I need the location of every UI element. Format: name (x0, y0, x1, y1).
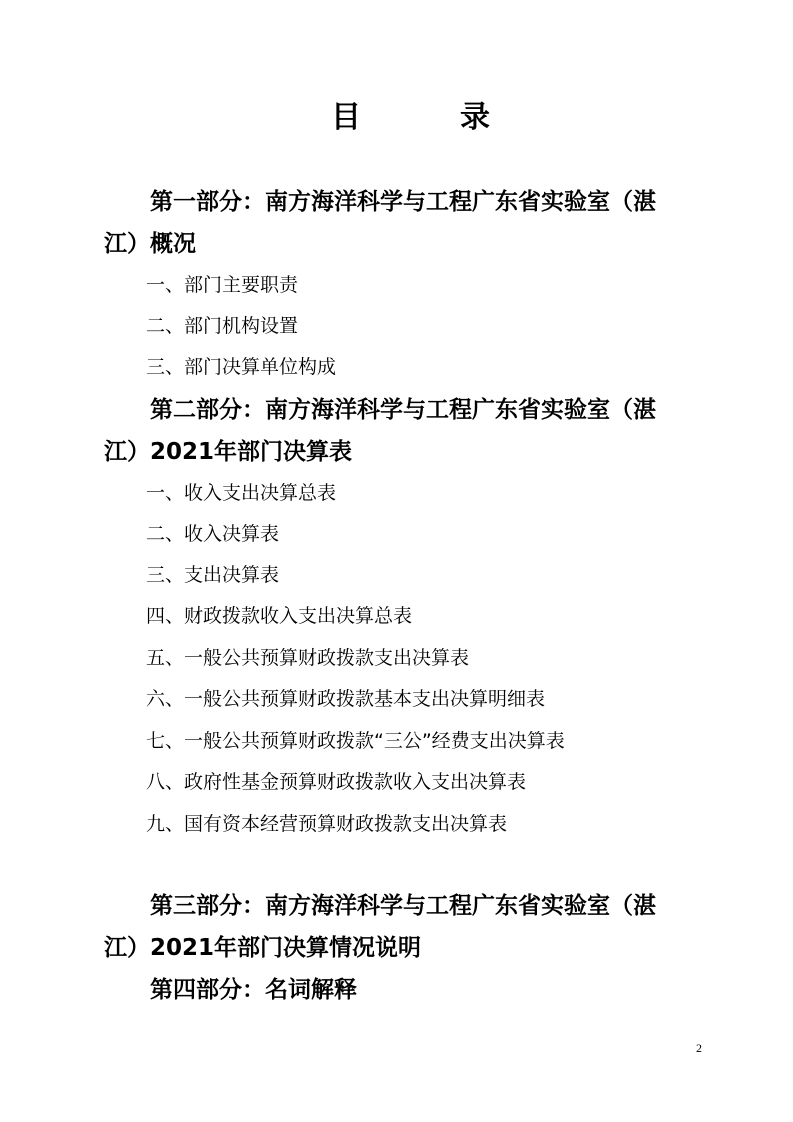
part3-heading-line2: 江）2021年部门决算情况说明 (104, 935, 422, 961)
part2-heading-line1: 第二部分：南方海洋科学与工程广东省实验室（湛 (150, 397, 656, 423)
toc-item-part2-5: 五、一般公共预算财政拨款支出决算表 (146, 647, 470, 669)
toc-item-part1-1: 一、部门主要职责 (146, 274, 299, 296)
toc-item-part2-9: 九、国有资本经营预算财政拨款支出决算表 (146, 813, 508, 835)
toc-item-part2-4: 四、财政拨款收入支出决算总表 (146, 605, 413, 627)
part1-heading-line1: 第一部分：南方海洋科学与工程广东省实验室（湛 (150, 189, 656, 215)
page-title (0, 96, 793, 140)
page-number: 2 (696, 1041, 702, 1055)
title-char-1: 目 (331, 100, 361, 135)
part3-heading-line1: 第三部分：南方海洋科学与工程广东省实验室（湛 (150, 893, 656, 919)
toc-item-part2-7: 七、一般公共预算财政拨款“三公”经费支出决算表 (146, 730, 565, 752)
part2-heading-line2: 江）2021年部门决算表 (104, 439, 353, 465)
toc-item-part2-6: 六、一般公共预算财政拨款基本支出决算明细表 (146, 688, 546, 710)
toc-item-part2-8: 八、政府性基金预算财政拨款收入支出决算表 (146, 771, 527, 793)
part4-heading: 第四部分：名词解释 (150, 977, 357, 1003)
toc-item-part1-3: 三、部门决算单位构成 (146, 356, 337, 378)
title-char-2: 录 (460, 100, 490, 135)
toc-item-part2-3: 三、支出决算表 (146, 564, 280, 586)
toc-item-part2-2: 二、收入决算表 (146, 523, 280, 545)
toc-item-part2-1: 一、收入支出决算总表 (146, 482, 337, 504)
toc-item-part1-2: 二、部门机构设置 (146, 315, 299, 337)
part1-heading-line2: 江）概况 (104, 231, 196, 257)
